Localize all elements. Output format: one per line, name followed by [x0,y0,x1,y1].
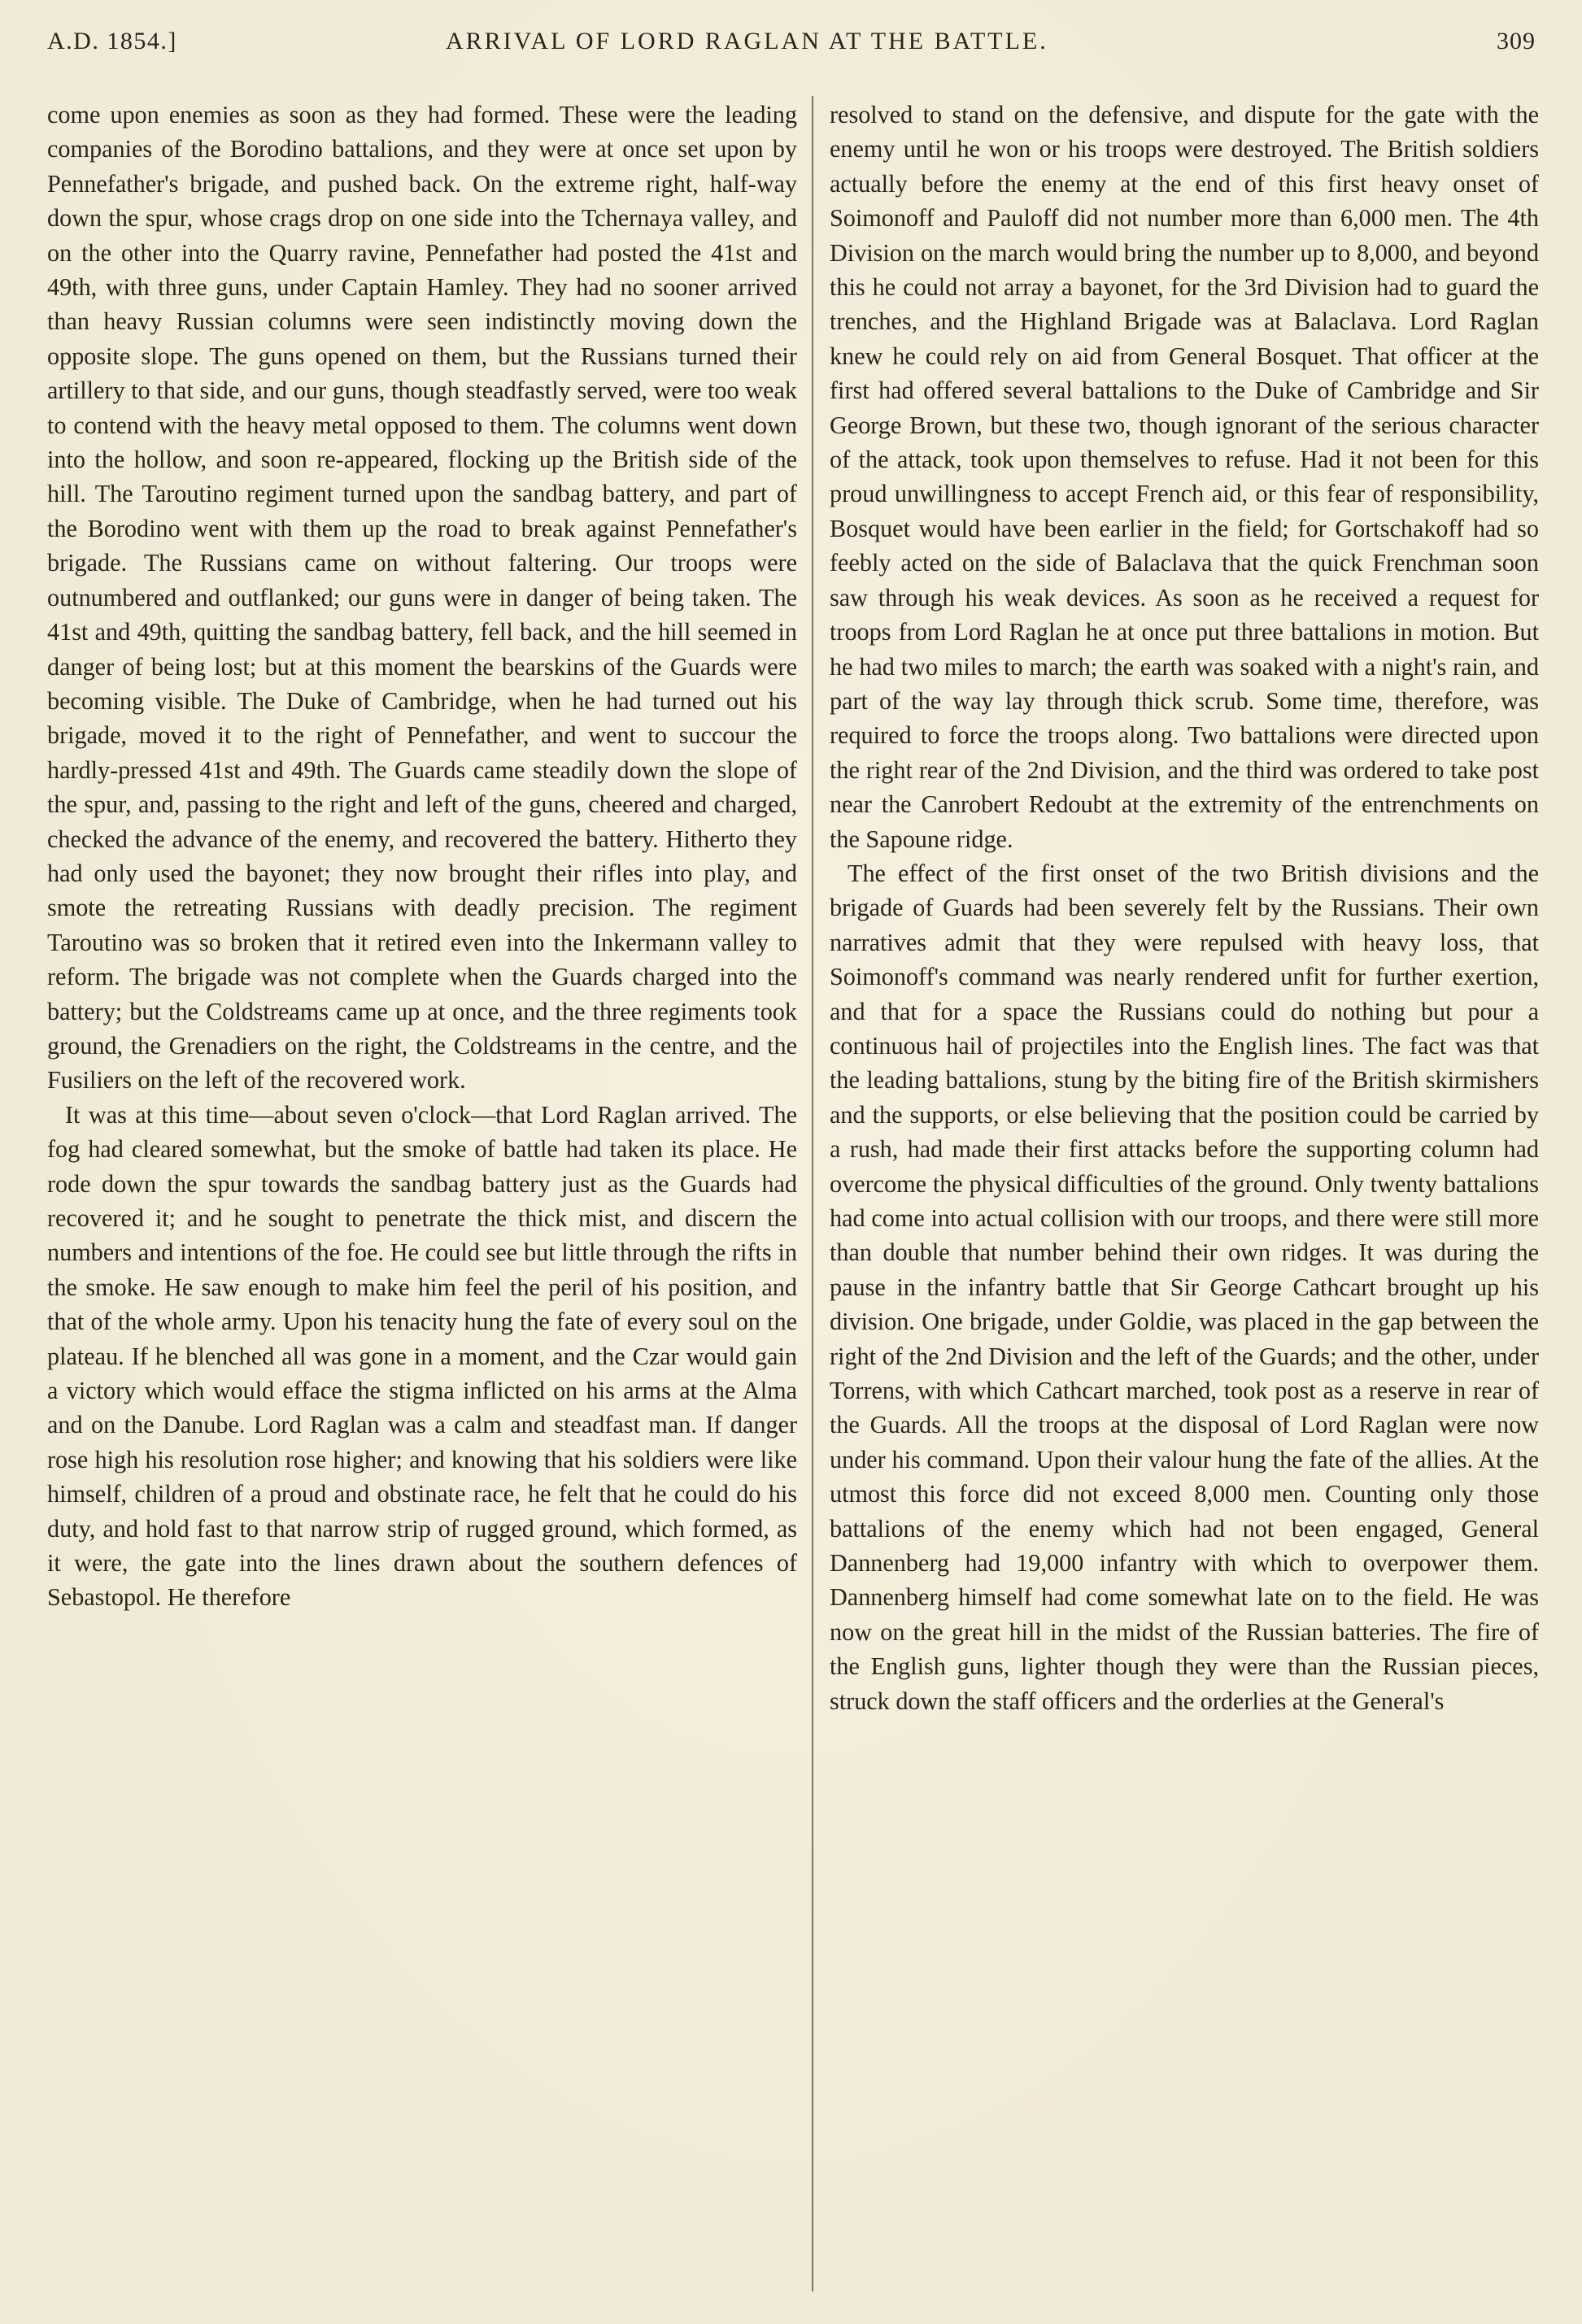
running-head-title: ARRIVAL OF LORD RAGLAN AT THE BATTLE. [446,28,1048,54]
column-divider [812,96,813,2291]
running-head [47,28,1536,67]
right-paragraph-2: The effect of the first onset of the two British divisions and the brigade of Guards had been severely felt by the Russians. Their own narratives admit that they were repulsed with heavy loss, that Soimonoff's command was nearly rendered unfit for further exertion, and that for a space the Russians could do nothing but pour a continuous hail of projectiles into the English lines. The fact was that the leading battalions, stung by the biting fire of the British skirmishers and the supports, or else believing that the position could be carried by a rush, had made their first attacks before the supporting column had overcome the physical difficulties of the ground. Only twenty battalions had come into actual collision with our troops, and there were still more than double that number behind their own ridges. It was during the pause in the infantry battle that Sir George Cathcart brought up his division. One brigade, under Goldie, was placed in the gap between the right of the 2nd Division and the left of the Guards; and the other, under Torrens, with which Cathcart marched, took post as a reserve in rear of the Guards. All the troops at the disposal of Lord Raglan were now under his command. Upon their valour hung the fate of the allies. At the utmost this force did not exceed 8,000 men. Counting only those battalions of the enemy which had not been engaged, General Dannenberg had 19,000 infantry with which to overpower them. Dannenberg himself had come somewhat late on to the field. He was now on the great hill in the midst of the Russian batteries. The fire of the English guns, lighter though they were than the Russian pieces, struck down the staff officers and the orderlies at the General's [830,859,1539,1715]
page-number: 309 [1497,28,1536,54]
left-paragraph-1: come upon enemies as soon as they had formed. These were the leading companies of the Borodino battalions, and they were at once set upon by Pennefather's brigade, and pushed back. On the extreme right, half-way down the spur, whose crags drop on one side into the Tchernaya valley, and on the other into the Quarry ravine, Pennefather had posted the 41st and 49th, with three guns, under Captain Hamley. They had no sooner arrived than heavy Russian columns were seen indistinctly moving down the opposite slope. The guns opened on them, but the Russians turned their artillery to that side, and our guns, though steadfastly served, were too weak to contend with the heavy metal opposed to them. The columns went down into the hollow, and soon re-appeared, flocking up the British side of the hill. The Taroutino regiment turned upon the sandbag battery, and part of the Borodino went with them up the road to break against Pennefather's brigade. The Russians came on without faltering. Our troops were outnumbered and outflanked; our guns were in danger of being taken. The 41st and 49th, quitting the sandbag battery, fell back, and the hill seemed in danger of being lost; but at this moment the bearskins of the Guards were becoming visible. The Duke of Cambridge, when he had turned out his brigade, moved it to the right of Pennefather, and went to succour the hardly-pressed 41st and 49th. The Guards came steadily down the slope of the spur, and, passing to the right and left of the guns, cheered and charged, checked the advance of the enemy, and recovered the battery. Hitherto they had only used the bayonet; they now brought their rifles into play, and smote the retreating Russians with deadly precision. The regiment Taroutino was so broken that it retired even into the Inkermann valley to reform. The brigade was not complete when the Guards charged into the battery; but the Coldstreams came up at once, and the three regiments took ground, the Grenadiers on the right, the Coldstreams in the centre, and the Fusiliers on the left of the recovered work. [47,101,797,1095]
right-paragraph-1: resolved to stand on the defensive, and dispute for the gate with the enemy until he won or his troops were destroyed. The British soldiers actually before the enemy at the end of this first heavy onset of Soimonoff and Pauloff did not number more than 6,000 men. The 4th Division on the march would bring the number up to 8,000, and beyond this he could not array a bayonet, for the 3rd Division had to guard the trenches, and the Highland Brigade was at Balaclava. Lord Raglan knew he could rely on aid from General Bosquet. That officer at the first had offered several battalions to the Duke of Cambridge and Sir George Brown, but these two, though ignorant of the serious character of the attack, took upon themselves to refuse. Had it not been for this proud unwillingness to accept French aid, or this fear of responsibility, Bosquet would have been earlier in the field; for Gortschakoff had so feebly acted on the side of Balaclava that the quick Frenchman soon saw through his weak devices. As soon as he received a request for troops from Lord Raglan he at once put three battalions in motion. But he had two miles to march; the earth was soaked with a night's rain, and part of the way lay through thick scrub. Some time, therefore, was required to force the troops along. Two battalions were directed upon the right rear of the 2nd Division, and the third was ordered to take post near the Canrobert Redoubt at the extremity of the entrenchments on the Sapoune ridge. [830,101,1539,853]
left-column [47,98,797,1615]
left-paragraph-2: It was at this time—about seven o'clock—that Lord Raglan arrived. The fog had cleared somewhat, but the smoke of battle had taken its place. He rode down the spur towards the sandbag battery just as the Guards had recovered it; and he sought to penetrate the thick mist, and discern the numbers and intentions of the foe. He could see but little through the rifts in the smoke. He saw enough to make him feel the peril of his position, and that of the whole army. Upon his tenacity hung the fate of every soul on the plateau. If he blenched all was gone in a moment, and the Czar would gain a victory which would efface the stigma inflicted on his arms at the Alma and on the Danube. Lord Raglan was a calm and steadfast man. If danger rose high his resolution rose higher; and knowing that his soldiers were like himself, children of a proud and obstinate race, he felt that he could do his duty, and hold fast to that narrow strip of rugged ground, which formed, as it were, the gate into the lines drawn about the southern defences of Sebastopol. He therefore [47,1100,797,1612]
right-column [830,98,1539,1718]
running-head-date: A.D. 1854.] [47,28,177,54]
